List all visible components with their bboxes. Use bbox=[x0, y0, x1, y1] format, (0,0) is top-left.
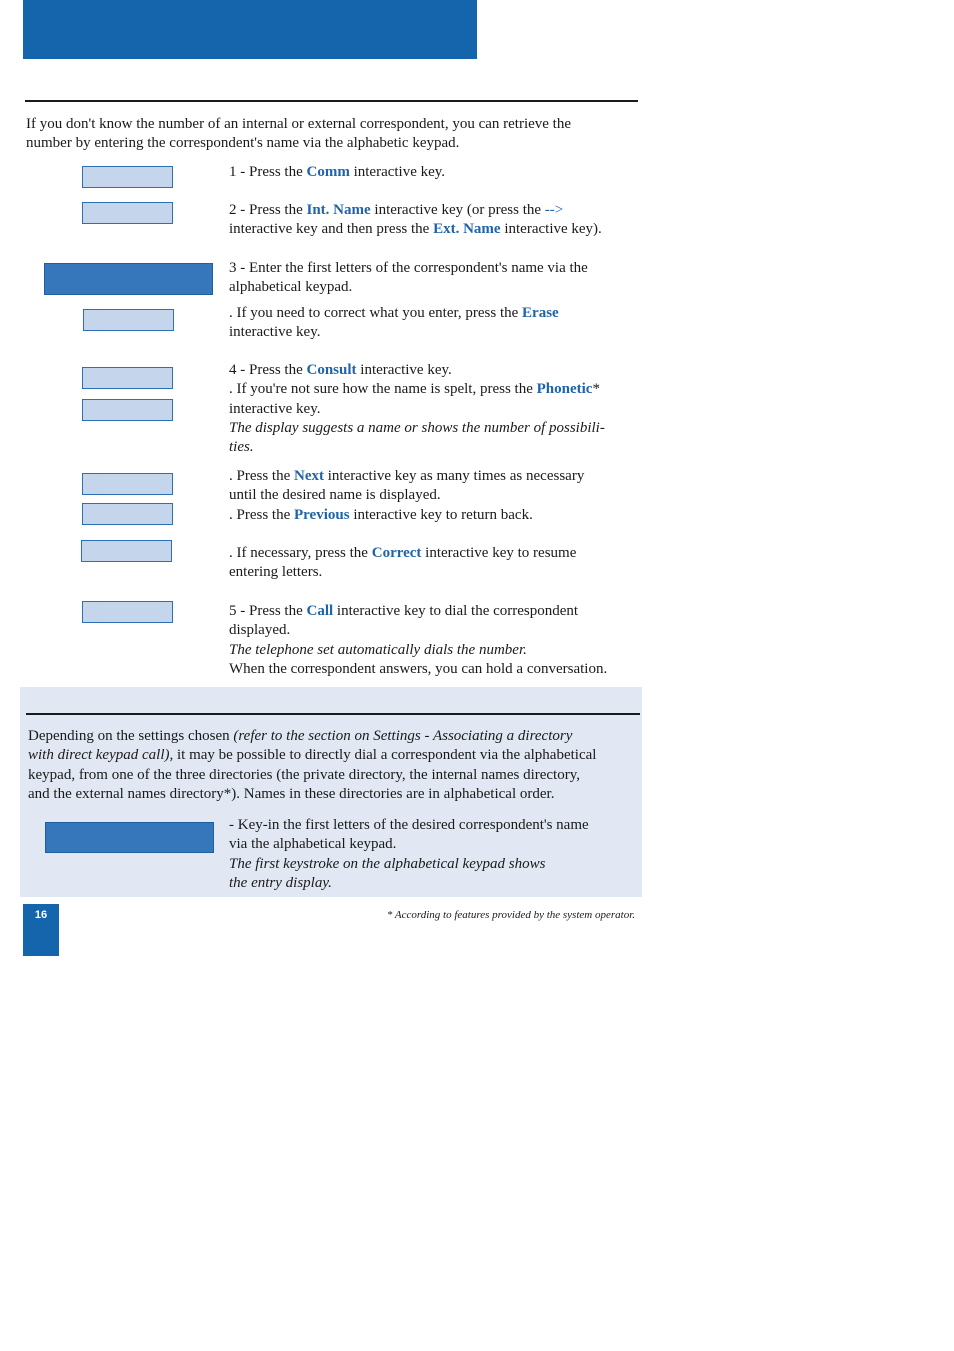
comm-softkey[interactable] bbox=[82, 166, 173, 188]
erase-instruction: . If you need to correct what you enter, press the Erase interactive key. bbox=[229, 305, 559, 341]
next-softkey[interactable] bbox=[82, 473, 173, 495]
step-4: 4 - Press the Consult interactive key. . If you're not sure how the name is spelt, press the Phonetic* interactive key. The display suggests a name or shows the number of possibili- ties. bbox=[229, 362, 605, 456]
consult-key-label: Consult bbox=[306, 362, 357, 378]
next-previous-instruction: . Press the Next interactive key as many times as necessary until the desired name is displayed. . Press the Previous interactive key to return back. bbox=[229, 468, 585, 523]
consult-softkey[interactable] bbox=[82, 367, 173, 389]
previous-softkey[interactable] bbox=[82, 503, 173, 525]
step-3: 3 - Enter the first letters of the correspondent's name via the alphabetical keypad. bbox=[229, 260, 588, 296]
int-name-key-label: Int. Name bbox=[306, 202, 371, 218]
ext-name-key-label: Ext. Name bbox=[433, 221, 501, 238]
header-bar bbox=[23, 0, 477, 59]
step-2: 2 - Press the Int. Name interactive key (or press the --> interactive key and then press the Ext. Name interactive key). bbox=[229, 202, 602, 238]
intro-line-2: number by entering the correspondent's name via the alphabetic keypad. bbox=[26, 135, 460, 152]
comm-key-label: Comm bbox=[306, 164, 350, 180]
previous-key-label: Previous bbox=[294, 506, 350, 523]
erase-key-label: Erase bbox=[522, 305, 559, 321]
correct-instruction: . If necessary, press the Correct interactive key to resume entering letters. bbox=[229, 545, 577, 581]
alphabetic-keypad-display-2[interactable] bbox=[45, 822, 214, 853]
erase-softkey[interactable] bbox=[83, 309, 174, 331]
int-name-softkey[interactable] bbox=[82, 202, 173, 224]
direct-call-paragraph: Depending on the settings chosen (refer to the section on Settings - Associating a directory with direct keypad call), it may be possible to directly dial a correspondent via the alphabetical keypad, from one of the three directories (the private directory, the internal names directory, and the external names directory*). Names in these directories are in alphabetical order. bbox=[28, 728, 597, 802]
step-5: 5 - Press the Call interactive key to dial the correspondent displayed. The telephone set automatically dials the number. When the correspondent answers, you can hold a conversation. bbox=[229, 603, 608, 677]
next-key-label: Next bbox=[294, 468, 324, 484]
intro-paragraph bbox=[26, 115, 636, 154]
section-rule bbox=[25, 100, 638, 102]
footnote: * According to features provided by the system operator. bbox=[386, 909, 635, 921]
phonetic-key-label: Phonetic bbox=[536, 381, 593, 398]
intro-line-1: If you don't know the number of an internal or external correspondent, you can retrieve the bbox=[26, 116, 572, 132]
keyin-instruction: - Key-in the first letters of the desired correspondent's name via the alphabetical keypad. The first keystroke on the alphabetical keypad shows the entry display. bbox=[229, 817, 589, 891]
page-number: 16 bbox=[34, 909, 48, 921]
call-softkey[interactable] bbox=[82, 601, 173, 623]
phonetic-softkey[interactable] bbox=[82, 399, 173, 421]
panel-rule bbox=[26, 713, 640, 715]
alphabetic-keypad-display[interactable] bbox=[44, 263, 213, 295]
correct-softkey[interactable] bbox=[81, 540, 172, 562]
arrow-key-label: --> bbox=[544, 202, 564, 218]
correct-key-label: Correct bbox=[371, 545, 422, 561]
step-1: 1 - Press the Comm interactive key. bbox=[229, 164, 446, 180]
call-key-label: Call bbox=[306, 603, 334, 619]
